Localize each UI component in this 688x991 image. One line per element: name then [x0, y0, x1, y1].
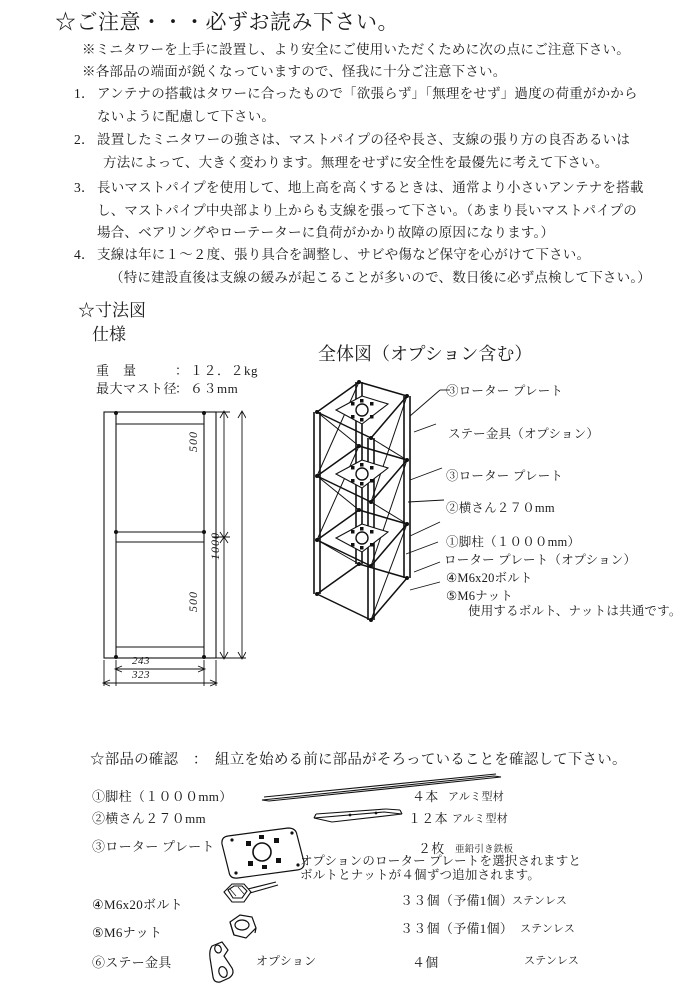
callout-common-note: 使用するボルト、ナットは共通です。	[468, 604, 682, 618]
part-qty-stay-bracket: ４個	[412, 955, 439, 970]
caution-item-2-line-1: 設置したミニタワーの強さは、マストパイプの径や長さ、支線の張り方の良否あるいは	[97, 132, 631, 147]
part-material-stay-bracket: ステンレス	[524, 955, 580, 967]
caution-item-2-line-2: 方法によって、大きく変わります。無理をせずに安全性を最優先に考えて下さい。	[103, 155, 609, 170]
callout-bolt-m6x20: ④M6x20ボルト	[446, 571, 533, 585]
spec-sep-weight: ：	[175, 363, 189, 378]
part-icon-crossbar	[310, 800, 410, 833]
caution-item-3-marker: 3．	[74, 180, 95, 195]
part-name-leg-post: ①脚柱（１０００mm）	[92, 789, 233, 804]
part-material-nut: ステンレス	[520, 923, 576, 935]
caution-item-3-line-2: し、マストパイプ中央部より上からも支線を張って下さい。（あまり長いマストパイプの	[97, 203, 637, 218]
caution-note-2: ※各部品の端面が鋭くなっていますので、怪我に十分ご注意下さい。	[82, 64, 507, 79]
part-name-stay-bracket: ⑥ステー金具	[92, 955, 172, 970]
part-name-rotor-plate: ③ローター プレート	[92, 839, 215, 854]
part-material-rotor-plate: 亜鉛引き鉄板	[455, 845, 514, 855]
caution-item-1-marker: 1．	[74, 86, 95, 101]
part-qty-rotor-plate: ２枚	[418, 841, 445, 856]
dim-label-lower-500: 500	[186, 591, 200, 612]
part-material-crossbar: アルミ型材	[452, 813, 509, 825]
page-title: ☆ご注意・・・必ずお読み下さい。	[55, 10, 399, 34]
spec-label-weight: 重 量	[96, 363, 137, 378]
part-qty-nut: ３３個（予備1個）	[400, 921, 514, 936]
part-material-leg-post: アルミ型材	[448, 791, 505, 803]
horizontal-dimension-drawing	[96, 658, 246, 692]
part-qty-crossbar: １２本	[408, 811, 448, 826]
callout-rotor-plate-option: ローター プレート（オプション）	[444, 553, 637, 567]
part-material-bolt: ステンレス	[512, 895, 568, 907]
callout-rotor-plate-top: ③ローター プレート	[446, 384, 564, 398]
caution-item-4-line-1: 支線は年に１～２度、張り具合を調整し、サビや傷など保守を心がけて下さい。	[97, 247, 591, 262]
caution-item-4-line-2: （特に建設直後は支線の緩みが起こることが多いので、数日後に必ず点検して下さい。）	[110, 270, 651, 285]
part-option-stay-bracket: オプション	[256, 954, 317, 968]
caution-item-2-marker: 2．	[74, 132, 95, 147]
caution-item-1-line-2: ないように配慮して下さい。	[97, 109, 276, 124]
option-note-line-1: オプションのローター プレートを選択されますと	[300, 854, 582, 868]
dim-label-inner-243: 243	[132, 655, 150, 667]
overall-diagram-heading: 全体図（オプション含む）	[318, 344, 533, 364]
callout-nut-m6: ⑤M6ナット	[446, 589, 514, 603]
part-qty-bolt: ３３個（予備1個）	[400, 893, 514, 908]
dim-label-outer-323: 323	[132, 669, 150, 681]
parts-check-heading: ☆部品の確認 ： 組立を始める前に部品がそろっていることを確認して下さい。	[90, 752, 627, 768]
part-name-crossbar: ②横さん２７０mm	[92, 811, 206, 826]
spec-value-weight: １２．２kg	[190, 363, 259, 378]
spec-sep-mast-diameter: ：	[175, 381, 189, 396]
part-qty-leg-post: ４本	[412, 789, 439, 804]
spec-label-mast-diameter: 最大マスト径	[96, 381, 178, 396]
spec-value-mast-diameter: ６３mm	[190, 381, 239, 396]
part-name-bolt: ④M6x20ボルト	[92, 897, 183, 912]
dim-label-total-1000: 1000	[208, 532, 222, 560]
callout-leg-post-1000: ①脚柱（１０００mm）	[446, 535, 581, 549]
part-icon-stay-bracket	[202, 938, 256, 991]
option-note-line-2: ボルトとナットが４個ずつ追加されます。	[300, 868, 541, 882]
caution-item-3-line-3: 場合、ベアリングやローテーターに負荷がかかり故障の原因になります。）	[97, 225, 555, 240]
spec-heading: 仕様	[92, 325, 126, 344]
caution-item-1-line-1: アンテナの搭載はタワーに合ったもので「欲張らず」「無理をせず」過度の荷重がかから	[97, 86, 638, 101]
part-name-nut: ⑤M6ナット	[92, 925, 163, 940]
caution-item-3-line-1: 長いマストパイプを使用して、地上高を高くするときは、通常より小さいアンテナを搭載	[97, 180, 644, 195]
caution-item-4-marker: 4．	[74, 247, 95, 262]
dim-label-upper-500: 500	[186, 431, 200, 452]
dimension-drawing	[96, 404, 246, 694]
callout-stay-bracket: ステー金具（オプション）	[448, 427, 600, 441]
dimensions-heading: ☆寸法図	[78, 301, 146, 320]
callout-crossbar-270: ②横さん２７０mm	[446, 501, 555, 515]
callout-rotor-plate-mid: ③ローター プレート	[446, 469, 564, 483]
caution-note-1: ※ミニタワーを上手に設置し、より安全にご使用いただくために次の点にご注意下さい。	[82, 42, 630, 57]
